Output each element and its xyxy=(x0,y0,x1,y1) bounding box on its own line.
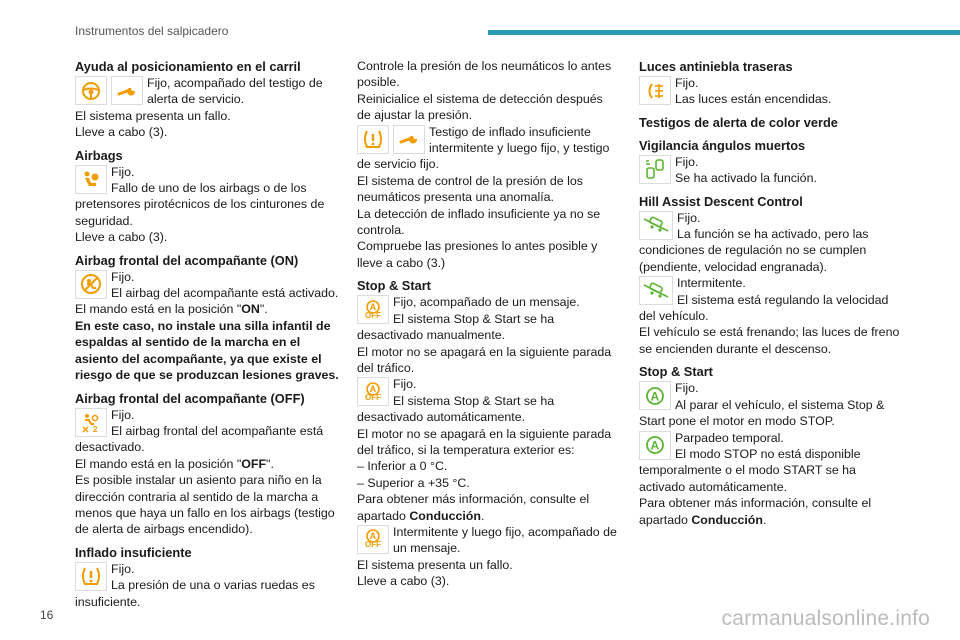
section-title-stop-start: Stop & Start xyxy=(357,278,431,294)
text-line: La detección de inflado insuficiente ya no se controla. xyxy=(357,206,601,238)
stop-start-off-row-2 xyxy=(357,376,619,425)
section-title-green-warnings: Testigos de alerta de color verde xyxy=(639,114,838,130)
airbag-off-row xyxy=(75,407,340,456)
underinflation-row xyxy=(75,561,340,610)
text-part-bold: Conducción xyxy=(691,512,763,527)
text-part: ". xyxy=(266,456,274,471)
text-line: El sistema está regulando la velocidad del vehículo. xyxy=(639,292,889,324)
header-accent-bar xyxy=(488,30,960,35)
icon-text: OFF xyxy=(365,540,381,550)
text-line: Compruebe las presiones lo antes posible y lleve a cabo (3.) xyxy=(357,239,598,270)
svg-text:A: A xyxy=(650,438,660,453)
text-line: Testigo de inflado insuficiente intermitente y luego fijo, y testigo de servicio fijo. xyxy=(357,124,610,172)
svg-text:A: A xyxy=(369,384,377,395)
tyre-pressure-icon xyxy=(357,125,389,154)
svg-text:2: 2 xyxy=(93,425,98,433)
text-line: Parpadeo temporal. xyxy=(675,430,784,445)
text-line: El motor no se apagará en la siguiente parada del tráfico, si la temperatura exterior es: xyxy=(357,426,612,457)
text-line: Fijo. xyxy=(675,76,699,90)
text-line: El modo STOP no está disponible temporalmente o el modo START se ha activado automáticamente. xyxy=(639,446,861,494)
header-title: Instrumentos del salpicadero xyxy=(75,24,229,38)
stop-start-green-row-1 xyxy=(639,380,904,429)
stop-start-off-row-3 xyxy=(357,524,619,557)
airbags-row xyxy=(75,164,340,230)
stop-start-off-row-1 xyxy=(357,294,619,343)
svg-text:A: A xyxy=(369,301,377,312)
text-line: Fijo. xyxy=(111,164,135,179)
warning-text: En este caso, no instale una silla infantil de espaldas al sentido de la marcha en el asiento del acompañante, ya que existe el riesgo de que se produzcan lesiones graves. xyxy=(75,318,339,383)
text-line: Fijo, acompañado de un mensaje. xyxy=(393,295,580,310)
text-part-bold: ON xyxy=(241,302,260,317)
svg-text:A: A xyxy=(650,389,660,404)
section-title-underinflation: Inflado insuficiente xyxy=(75,544,192,560)
passenger-airbag-on-icon xyxy=(75,270,107,299)
text-part-bold: OFF xyxy=(241,456,267,471)
text-part: . xyxy=(480,508,485,523)
text-line: El sistema presenta un fallo. xyxy=(75,108,231,123)
text-line xyxy=(357,491,619,524)
text-line: Fijo. xyxy=(677,210,701,225)
text-part: El mando está en la posición " xyxy=(75,456,242,471)
text-line: Las luces están encendidas. xyxy=(675,92,832,107)
text-part: . xyxy=(762,512,767,527)
text-line: El vehículo se está frenando; las luces de freno se encienden durante el descenso. xyxy=(639,325,900,356)
steering-wheel-icon xyxy=(75,76,107,105)
text-part: El mando está en la posición " xyxy=(75,302,242,317)
rear-fog-light-icon xyxy=(639,76,671,105)
text-line: Es posible instalar un asiento para niño en la dirección contraria al sentido de la marcha a menos que haya un fallo en los airbags (testigo de alerta de airbags encendido). xyxy=(75,473,335,537)
text-line xyxy=(75,456,340,472)
text-line: El airbag del acompañante está activado. xyxy=(111,286,339,301)
tpms-fault-row xyxy=(357,124,619,173)
text-part: Para obtener más información, consulte el apartado xyxy=(357,492,590,523)
text-line: Intermitente y luego fijo, acompañado de un mensaje. xyxy=(393,524,617,556)
text-line: Fijo. xyxy=(111,407,135,422)
icon-text: OFF xyxy=(365,310,381,320)
text-line: Reinicialice el sistema de detección después de ajustar la presión. xyxy=(357,91,603,123)
section-title-airbag-on: Airbag frontal del acompañante (ON) xyxy=(75,252,299,268)
text-line: Fijo. xyxy=(675,381,699,396)
blind-spot-icon xyxy=(639,155,671,184)
text-line: Se ha activado la función. xyxy=(675,171,817,186)
page-number: 16 xyxy=(40,608,54,622)
text-line: Lleve a cabo (3). xyxy=(75,125,168,140)
text-line: Fijo. xyxy=(393,377,417,392)
column-1 xyxy=(75,58,340,610)
text-part-bold: Conducción xyxy=(409,508,481,523)
svg-text:A: A xyxy=(369,531,377,542)
airbag-on-row xyxy=(75,269,340,302)
text-line: Fijo. xyxy=(675,154,699,169)
stop-start-icon xyxy=(639,431,671,460)
text-line: Fallo de uno de los airbags o de los pretensores pirotécnicos de los cinturones de seguridad. xyxy=(75,181,325,228)
text-line: – Superior a +35 °C. xyxy=(357,475,470,490)
section-title-blind-spot: Vigilancia ángulos muertos xyxy=(639,137,806,153)
text-line: Lleve a cabo (3). xyxy=(75,230,168,245)
hill-descent-icon xyxy=(639,211,673,240)
text-line: El sistema Stop & Start se ha desactivado automáticamente. xyxy=(357,393,555,425)
text-line: Fijo. xyxy=(111,269,135,284)
text-line xyxy=(639,495,904,528)
text-line: El airbag frontal del acompañante está desactivado. xyxy=(75,423,324,455)
text-line: La función se ha activado, pero las condiciones de regulación no se cumplen (pendiente, velocidad engranada). xyxy=(639,227,869,274)
text-line: Lleve a cabo (3). xyxy=(357,574,450,589)
watermark: carmanualsonline.info xyxy=(721,607,930,630)
wrench-icon xyxy=(393,125,425,154)
text-line: El motor no se apagará en la siguiente parada del tráfico. xyxy=(357,344,612,375)
passenger-airbag-off-icon xyxy=(75,408,107,437)
blind-spot-row xyxy=(639,154,904,187)
text-line: El sistema de control de la presión de los neumáticos presenta una anomalía. xyxy=(357,173,583,205)
text-line: – Inferior a 0 °C. xyxy=(357,459,448,474)
hill-descent-row-1 xyxy=(639,210,904,276)
airbag-icon xyxy=(75,165,107,194)
lane-assist-desc: Fijo, acompañado del testigo de alerta de servicio. xyxy=(147,76,323,107)
text-line: Controle la presión de los neumáticos lo antes posible. xyxy=(357,59,612,90)
lane-assist-row xyxy=(75,75,340,108)
section-title-airbag-off: Airbag frontal del acompañante (OFF) xyxy=(75,390,305,406)
stop-start-green-row-2 xyxy=(639,430,904,496)
stop-start-off-icon xyxy=(357,377,389,406)
column-3 xyxy=(639,58,904,528)
stop-start-off-icon xyxy=(357,525,389,554)
wrench-icon xyxy=(111,76,143,105)
text-line: Intermitente. xyxy=(677,276,746,291)
section-title-lane-assist: Ayuda al posicionamiento en el carril xyxy=(75,59,301,74)
icon-text: OFF xyxy=(365,392,381,402)
text-part: Para obtener más información, consulte el apartado xyxy=(639,496,872,527)
stop-start-off-icon xyxy=(357,295,389,324)
hill-descent-icon xyxy=(639,276,673,305)
text-line: El sistema Stop & Start se ha desactivado manualmente. xyxy=(357,311,555,343)
section-title-airbags: Airbags xyxy=(75,147,123,163)
section-title-stop-start-green: Stop & Start xyxy=(639,364,713,380)
text-line: Al parar el vehículo, el sistema Stop & Start pone el motor en modo STOP. xyxy=(639,397,885,429)
text-line: El sistema presenta un fallo. xyxy=(357,557,513,572)
section-title-hill-descent: Hill Assist Descent Control xyxy=(639,193,803,209)
text-line: La presión de una o varias ruedas es insuficiente. xyxy=(75,578,315,609)
section-title-rear-fog: Luces antiniebla traseras xyxy=(639,59,793,74)
tyre-pressure-icon xyxy=(75,562,107,591)
hill-descent-row-2 xyxy=(639,275,904,324)
text-line: Fijo. xyxy=(111,561,135,576)
stop-start-icon xyxy=(639,381,671,410)
text-line xyxy=(75,301,340,317)
text-part: ". xyxy=(259,302,268,317)
column-2 xyxy=(357,58,619,590)
rear-fog-row xyxy=(639,75,904,108)
